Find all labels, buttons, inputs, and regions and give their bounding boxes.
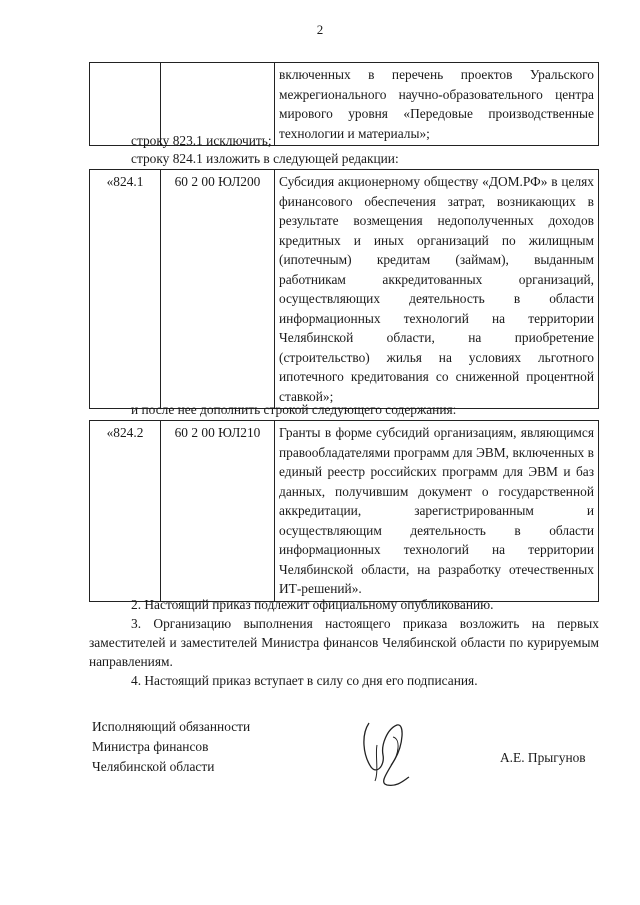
row-code-cell: «824.2 [90, 421, 161, 602]
signatory-line-3: Челябинской области [92, 759, 215, 774]
signatory-line-1: Исполняющий обязанности [92, 719, 251, 734]
row-description-cell: Субсидия акционерному обществу «ДОМ.РФ» в целях финансового обеспечения затрат, возникающих в результате возмещения недополученных доходов кредитных и иных организаций по жилищным (ипотечным) кредитам (займам), выданным работникам аккредитованных организаций, осуществляющих деятельность в области информационных технологий на территории Челябинской области, на приобретение (строительство) жилья на условиях льготного ипотечного кредитования со сниженной процентной ставкой»; [275, 170, 599, 409]
row-kbk-cell: 60 2 00 ЮЛ200 [161, 170, 275, 409]
handwritten-signature [357, 715, 417, 795]
signatory-name: А.Е. Прыгунов [500, 750, 586, 765]
table-row-824-2 [89, 420, 599, 602]
row-code-cell: «824.1 [90, 170, 161, 409]
instruction-edit: строку 824.1 изложить в следующей редакции: [131, 151, 399, 166]
row-kbk-cell: 60 2 00 ЮЛ210 [161, 421, 275, 602]
table-row [90, 421, 599, 602]
paragraph-4: 4. Настоящий приказ вступает в силу со дня его подписания. [131, 673, 478, 688]
signatory-title [92, 717, 250, 777]
page-number: 2 [316, 22, 324, 37]
table-row [90, 170, 599, 409]
instruction-add: и после нее дополнить строкой следующего содержания: [131, 402, 457, 417]
paragraph-3: 3. Организацию выполнения настоящего приказа возложить на первых заместителей и заместителей Министра финансов Челябинской области по курируемым направлениям. [89, 616, 599, 669]
row-description-cell: включенных в перечень проектов Уральского межрегионального научно-образовательного центра мирового уровня «Передовые производственные технологии и материалы»; [275, 63, 599, 146]
instruction-exclude: строку 823.1 исключить; [131, 133, 272, 148]
signatory-line-2: Министра финансов [92, 739, 209, 754]
row-description-cell: Гранты в форме субсидий организациям, являющимся правообладателями программ для ЭВМ, включенных в единый реестр российских программ для ЭВМ и баз данных, получившим документ о государственной аккредитации, зарегистрированным и осуществляющим деятельность в области информационных технологий на территории Челябинской области, на разработку отечественных ИТ-решений». [275, 421, 599, 602]
paragraph-2: 2. Настоящий приказ подлежит официальному опубликованию. [131, 597, 494, 612]
table-row-824-1 [89, 169, 599, 409]
